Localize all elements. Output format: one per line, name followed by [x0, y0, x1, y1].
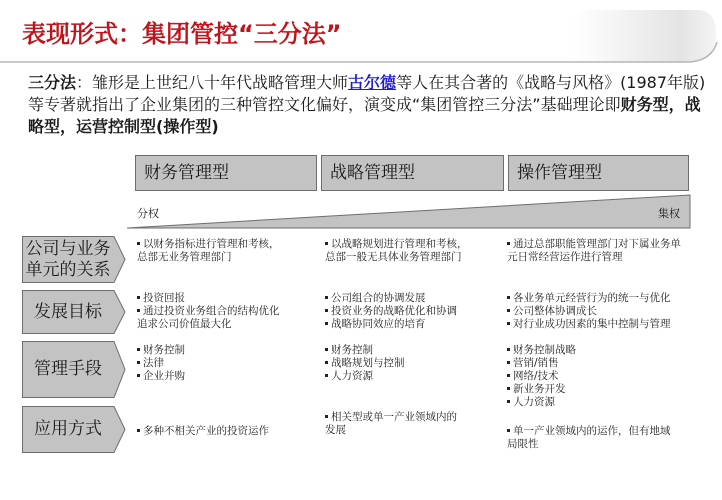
- bullet-icon: [325, 348, 328, 351]
- row-label-text: 管理手段: [34, 359, 102, 379]
- bullet-icon: [137, 296, 140, 299]
- list-item: 单一产业领域内的运作，但有地域 局限性: [507, 425, 671, 450]
- list-item: 投资业务的战略优化和协调: [325, 305, 457, 318]
- bullet-icon: [507, 322, 510, 325]
- column-header-strategic: 战略管理型: [321, 155, 504, 191]
- bullet-icon: [507, 242, 510, 245]
- bullet-icon: [325, 415, 328, 418]
- row-label-means: [22, 341, 124, 398]
- title-band: [0, 0, 722, 64]
- bullet-icon: [137, 361, 140, 364]
- bullet-icon: [137, 309, 140, 312]
- bullet-icon: [507, 429, 510, 432]
- bullet-icon: [507, 361, 510, 364]
- bullet-icon: [325, 309, 328, 312]
- cell-operational-goal: [507, 292, 671, 331]
- bullet-icon: [507, 400, 510, 403]
- row-label-text: 应用方式: [34, 419, 102, 439]
- author-link[interactable]: 古尔德: [348, 73, 397, 92]
- row-label-text: 发展目标: [34, 301, 102, 322]
- list-item: 网络/技术: [507, 370, 576, 383]
- list-item: 营销/销售: [507, 357, 576, 370]
- centralization-wedge: [125, 192, 695, 232]
- bullet-icon: [137, 242, 140, 245]
- list-item: 企业并购: [137, 370, 185, 383]
- list-item: 以财务指标进行管理和考核， 总部无业务管理部门: [137, 238, 280, 263]
- list-item: 财务控制: [325, 344, 405, 357]
- intro-text-2: 等人在其合著的《战略与风格》(1987年版)等专著就指出了企业集团的三种管控文化偏好，演变成“集团管控三分法”基础理论即: [28, 73, 706, 114]
- bullet-icon: [507, 387, 510, 390]
- bullet-icon: [507, 348, 510, 351]
- cell-strategic-means: [325, 344, 405, 383]
- row-label-goal: [22, 290, 124, 334]
- list-item: 公司整体协调成长: [507, 305, 671, 318]
- list-item: 战略规划与控制: [325, 357, 405, 370]
- list-item: 财务控制: [137, 344, 185, 357]
- list-item: 公司组合的协调发展: [325, 292, 457, 305]
- intro-term: 三分法: [28, 73, 77, 92]
- scale-right-label: 集权: [658, 207, 680, 220]
- bullet-icon: [325, 361, 328, 364]
- bullet-icon: [137, 429, 140, 432]
- cell-operational-relationship: [507, 238, 681, 264]
- cell-strategic-goal: [325, 292, 457, 331]
- page-title: 表现形式：集团管控“三分法”: [22, 20, 342, 48]
- cell-financial-application: [137, 425, 269, 438]
- cell-financial-relationship: [137, 238, 280, 264]
- row-label-relationship: [22, 236, 124, 283]
- bullet-icon: [137, 374, 140, 377]
- list-item: 战略协同效应的培育: [325, 318, 457, 331]
- list-item: 以战略规划进行管理和考核， 总部一般无具体业务管理部门: [325, 238, 468, 263]
- list-item: 各业务单元经营行为的统一与优化: [507, 292, 671, 305]
- bullet-icon: [137, 348, 140, 351]
- list-item: 对行业成功因素的集中控制与管理: [507, 318, 671, 331]
- intro-paragraph: [28, 72, 708, 138]
- bullet-icon: [507, 374, 510, 377]
- cell-operational-application: [507, 425, 671, 451]
- list-item: 新业务开发: [507, 383, 576, 396]
- list-item: 财务控制战略: [507, 344, 576, 357]
- bullet-icon: [507, 309, 510, 312]
- cell-strategic-relationship: [325, 238, 468, 264]
- row-label-text: 公司与业务 单元的关系: [25, 238, 111, 280]
- column-header-financial: 财务管理型: [135, 155, 317, 191]
- cell-operational-means: [507, 344, 576, 409]
- cell-financial-goal: [137, 292, 280, 331]
- list-item: 法律: [137, 357, 185, 370]
- list-item: 人力资源: [325, 370, 405, 383]
- list-item: 相关型或单一产业领域内的 发展: [325, 411, 457, 436]
- bullet-icon: [325, 242, 328, 245]
- row-label-application: [22, 406, 124, 453]
- intro-text-1: 雏形是上世纪八十年代战略管理大师: [92, 73, 349, 92]
- list-item: 人力资源: [507, 396, 576, 409]
- list-item: 通过总部职能管理部门对下属业务单 元日常经营运作进行管理: [507, 238, 681, 263]
- bullet-icon: [325, 296, 328, 299]
- intro-sep: ：: [76, 73, 93, 92]
- column-header-operational: 操作管理型: [508, 155, 689, 191]
- bullet-icon: [325, 374, 328, 377]
- scale-left-label: 分权: [137, 207, 159, 220]
- bullet-icon: [325, 322, 328, 325]
- intro-types: 财务型，战略型，运营控制型(操作型): [28, 95, 701, 136]
- list-item: 多种不相关产业的投资运作: [137, 425, 269, 438]
- list-item: 投资回报: [137, 292, 280, 305]
- bullet-icon: [507, 296, 510, 299]
- cell-financial-means: [137, 344, 185, 383]
- cell-strategic-application: [325, 411, 457, 437]
- list-item: 通过投资业务组合的结构优化 追求公司价值最大化: [137, 305, 280, 330]
